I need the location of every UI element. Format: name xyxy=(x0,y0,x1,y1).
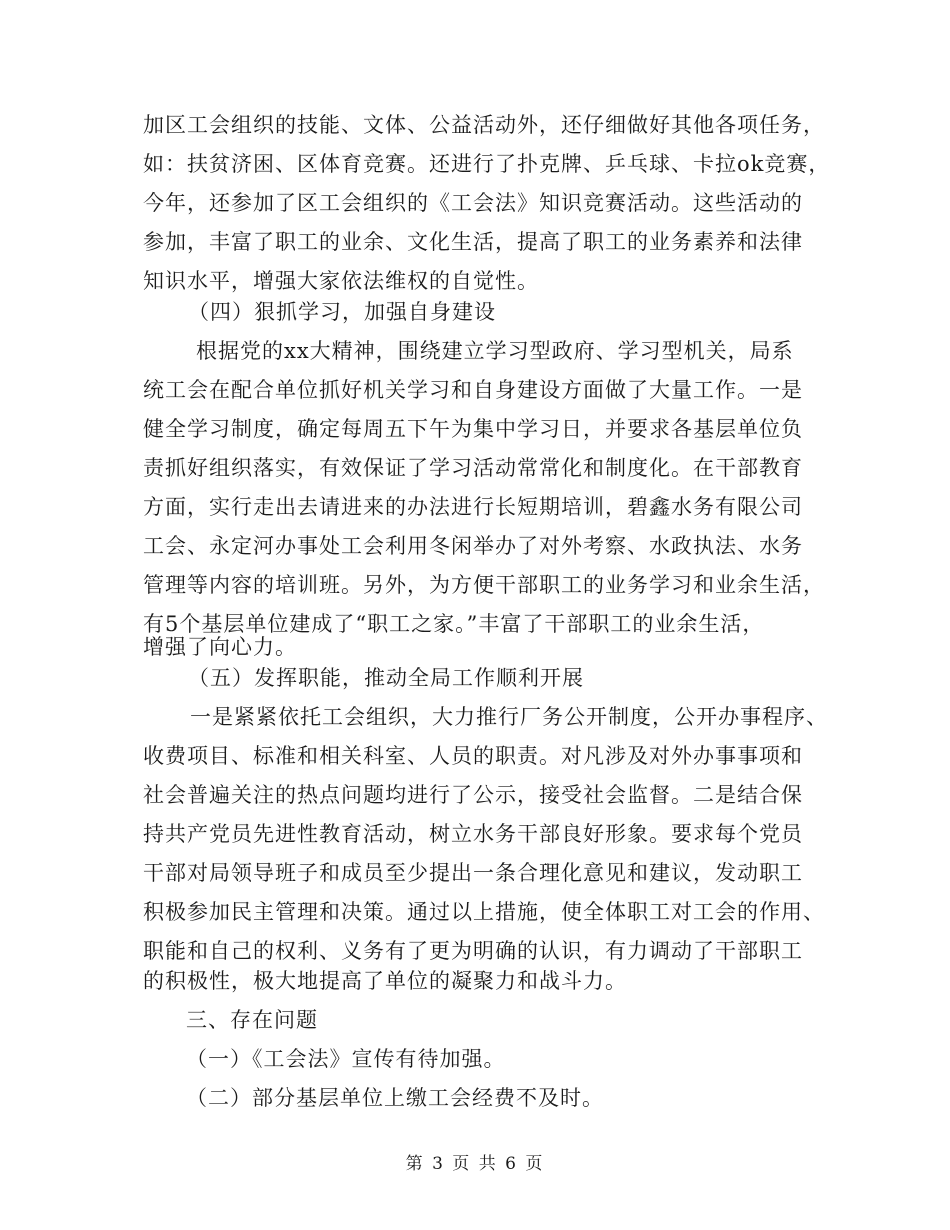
body-line: 参加，丰富了职工的业余、文化生活，提高了职工的业务素养和法律 xyxy=(143,230,803,254)
body-line: 职能和自己的权利、义务有了更为明确的认识，有力调动了干部职工 xyxy=(143,939,803,963)
list-item: （二）部分基层单位上缴工会经费不及时。 xyxy=(186,1086,604,1110)
body-line: 管理等内容的培训班。另外，为方便干部职工的业务学习和业余生活， xyxy=(143,573,825,597)
section-heading: （四）狠抓学习，加强自身建设 xyxy=(188,300,496,324)
body-line: 社会普遍关注的热点问题均进行了公示，接受社会监督。二是结合保 xyxy=(143,783,803,807)
body-line: 增强了向心力。 xyxy=(143,635,297,659)
body-line: 健全学习制度，确定每周五下午为集中学习日，并要求各基层单位负 xyxy=(143,417,803,441)
body-line: 干部对局领导班子和成员至少提出一条合理化意见和建议，发动职工 xyxy=(143,861,803,885)
page-number-footer: 第 3 页 共 6 页 xyxy=(405,1154,545,1174)
list-item: （一）《工会法》宣传有待加强。 xyxy=(186,1047,506,1071)
body-line: 今年，还参加了区工会组织的《工会法》知识竞赛活动。这些活动的 xyxy=(143,191,803,215)
body-line: 有5个基层单位建成了“职工之家。”丰富了干部职工的业余生活， xyxy=(143,612,765,636)
body-line: 持共产党员先进性教育活动，树立水务干部良好形象。要求每个党员 xyxy=(143,822,803,846)
body-line: 收费项目、标准和相关科室、人员的职责。对凡涉及对外办事事项和 xyxy=(143,744,803,768)
body-line: 积极参加民主管理和决策。通过以上措施，使全体职工对工会的作用、 xyxy=(143,900,825,924)
body-line: 工会、永定河办事处工会利用冬闲举办了对外考察、水政执法、水务 xyxy=(143,534,803,558)
body-line: 如：扶贫济困、区体育竞赛。还进行了扑克牌、乒乓球、卡拉ok竞赛， xyxy=(143,152,831,176)
body-line: 根据党的xx大精神，围绕建立学习型政府、学习型机关，局系 xyxy=(196,339,794,363)
body-line: 知识水平，增强大家依法维权的自觉性。 xyxy=(143,269,539,293)
section-heading: （五）发挥职能，推动全局工作顺利开展 xyxy=(188,666,584,690)
body-line: 方面，实行走出去请进来的办法进行长短期培训，碧鑫水务有限公司 xyxy=(143,495,803,519)
body-line: 一是紧紧依托工会组织，大力推行厂务公开制度，公开办事程序、 xyxy=(190,705,828,729)
body-line: 统工会在配合单位抓好机关学习和自身建设方面做了大量工作。一是 xyxy=(143,378,803,402)
body-line: 的积极性，极大地提高了单位的凝聚力和战斗力。 xyxy=(143,969,627,993)
section-heading: 三、存在问题 xyxy=(186,1008,318,1032)
body-line: 加区工会组织的技能、文体、公益活动外，还仔细做好其他各项任务， xyxy=(143,113,825,137)
body-line: 责抓好组织落实，有效保证了学习活动常常化和制度化。在干部教育 xyxy=(143,456,803,480)
